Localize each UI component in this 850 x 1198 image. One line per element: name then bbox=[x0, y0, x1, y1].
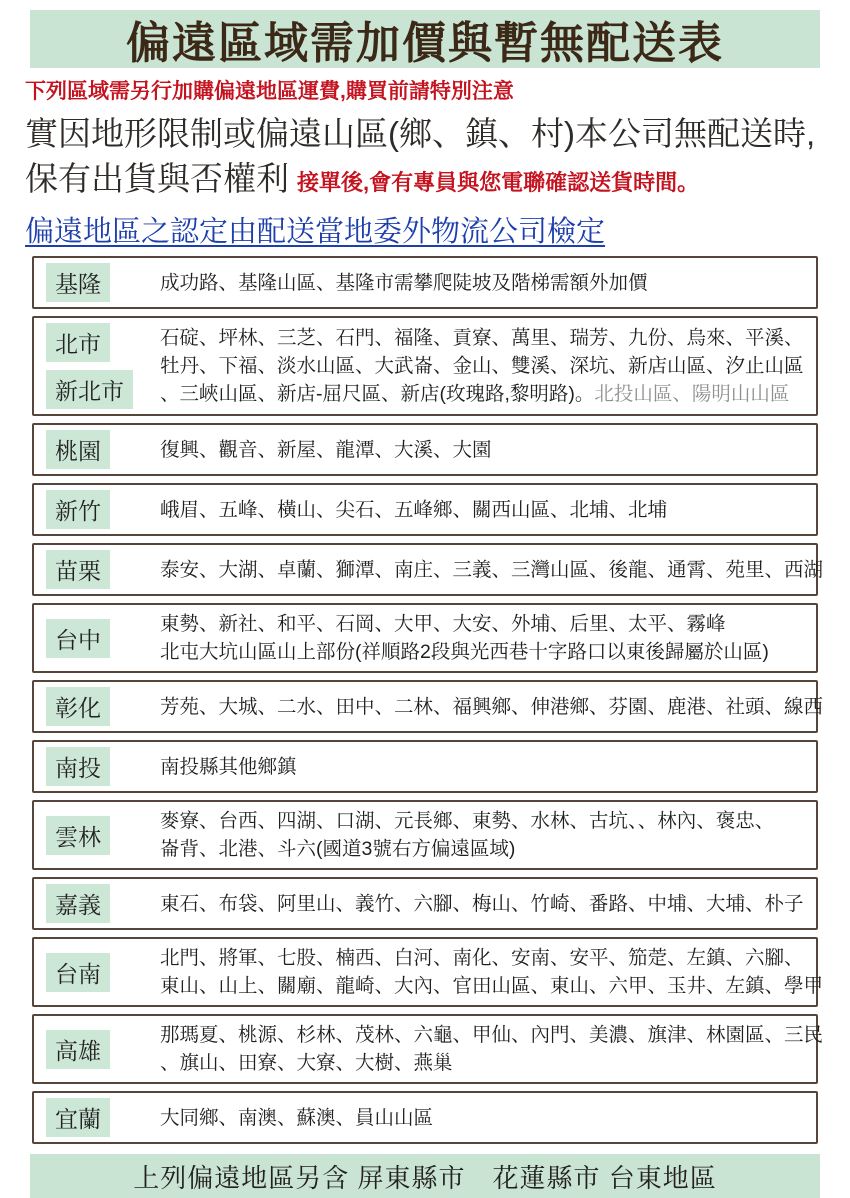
region-areas-line bbox=[160, 1021, 823, 1049]
region-table bbox=[32, 256, 824, 1144]
region-areas-text: 牡丹、下福、淡水山區、大武崙、金山、雙溪、深坑、新店山區、汐止山區 bbox=[160, 355, 804, 377]
region-label: 苗栗 bbox=[46, 550, 110, 589]
region-areas-text: 麥寮、台西、四湖、口湖、元長鄉、東勢、水林、古坑、、林內、褒忠、 bbox=[160, 810, 775, 832]
region-label: 基隆 bbox=[46, 263, 110, 302]
region-areas-text: 泰安、大湖、卓蘭、獅潭、南庄、三義、三灣山區、後龍、通霄、苑里、西湖 bbox=[160, 558, 824, 581]
region-row bbox=[32, 483, 818, 536]
region-label-group bbox=[46, 490, 146, 529]
region-areas-line bbox=[160, 972, 823, 1000]
region-row bbox=[32, 800, 818, 870]
region-areas bbox=[160, 556, 823, 584]
footer-banner bbox=[30, 1154, 820, 1198]
region-row bbox=[32, 877, 818, 930]
region-areas-line bbox=[160, 556, 823, 584]
policy-line-2 bbox=[25, 156, 850, 205]
region-label: 雲林 bbox=[46, 816, 110, 855]
policy-red-note: 接單後,會有專員與您電聯確認送貨時間。 bbox=[297, 170, 700, 195]
shipping-surcharge-notice-page bbox=[0, 10, 850, 1193]
region-label-group bbox=[46, 816, 146, 855]
region-areas bbox=[160, 693, 823, 721]
policy-line-1: 實因地形限制或偏遠山區(鄉、鎮、村)本公司無配送時, bbox=[25, 115, 816, 152]
region-areas-line bbox=[160, 835, 810, 863]
region-areas-text: 東石、布袋、阿里山、義竹、六腳、梅山、竹崎、番路、中埔、大埔、朴子 bbox=[160, 892, 804, 915]
region-areas-line bbox=[160, 352, 810, 380]
region-areas-text: 崙背、北港、斗六(國道3號右方偏遠區域) bbox=[160, 838, 516, 860]
region-row bbox=[32, 680, 824, 733]
region-areas-line bbox=[160, 753, 810, 781]
region-areas-muted-text: 北投山區、陽明山山區 bbox=[594, 383, 790, 405]
region-label-group bbox=[46, 323, 146, 409]
region-areas bbox=[160, 324, 810, 408]
region-label-group bbox=[46, 550, 146, 589]
region-areas bbox=[160, 807, 810, 863]
region-row bbox=[32, 740, 818, 793]
region-areas-text: 東勢、新社、和平、石岡、大甲、大安、外埔、后里、太平、霧峰 bbox=[160, 613, 726, 635]
region-label: 新竹 bbox=[46, 490, 110, 529]
region-areas bbox=[160, 269, 810, 297]
region-areas bbox=[160, 1104, 810, 1132]
policy-line-2-text: 保有出貨與否權利 bbox=[25, 160, 289, 197]
region-areas-line bbox=[160, 807, 810, 835]
region-areas bbox=[160, 1021, 823, 1077]
region-row bbox=[32, 937, 824, 1007]
region-areas bbox=[160, 890, 810, 918]
region-areas-text: 北屯大坑山區山上部份(祥順路2段與光西巷十字路口以東後歸屬於山區) bbox=[160, 641, 769, 663]
region-label: 嘉義 bbox=[46, 884, 110, 923]
region-areas-line bbox=[160, 638, 810, 666]
footer-text: 上列偏遠地區另含 屏東縣市 花蓮縣市 台東地區 bbox=[133, 1162, 717, 1193]
region-areas-text: 峨眉、五峰、橫山、尖石、五峰鄉、關西山區、北埔、北埔 bbox=[160, 498, 668, 521]
policy-statement bbox=[25, 111, 850, 205]
region-label-group bbox=[46, 884, 146, 923]
region-areas-text: 石碇、坪林、三芝、石門、福隆、貢寮、萬里、瑞芳、九份、烏來、平溪、 bbox=[160, 327, 804, 349]
region-areas-text: 南投縣其他鄉鎮 bbox=[160, 755, 297, 778]
region-label: 宜蘭 bbox=[46, 1098, 110, 1137]
region-areas-text: 芳苑、大城、二水、田中、二林、福興鄉、伸港鄉、芬園、鹿港、社頭、線西 bbox=[160, 695, 824, 718]
region-areas-line bbox=[160, 496, 810, 524]
region-label-group bbox=[46, 430, 146, 469]
region-label-group bbox=[46, 619, 146, 658]
region-label: 高雄 bbox=[46, 1030, 110, 1069]
region-areas-line bbox=[160, 324, 810, 352]
region-label-group bbox=[46, 263, 146, 302]
region-areas-line bbox=[160, 610, 810, 638]
top-warning-text: 下列區域需另行加購偏遠地區運費,購買前請特別注意 bbox=[25, 80, 514, 103]
region-areas-line bbox=[160, 890, 810, 918]
region-areas-line bbox=[160, 1104, 810, 1132]
region-row bbox=[32, 1014, 824, 1084]
region-areas-line bbox=[160, 944, 823, 972]
page-title: 偏遠區域需加價與暫無配送表 bbox=[126, 19, 724, 68]
region-row bbox=[32, 1091, 818, 1144]
region-areas-line bbox=[160, 269, 810, 297]
region-areas-line bbox=[160, 380, 810, 408]
region-label-group bbox=[46, 953, 146, 992]
region-label: 台南 bbox=[46, 953, 110, 992]
region-areas bbox=[160, 496, 810, 524]
region-row bbox=[32, 423, 818, 476]
region-label: 桃園 bbox=[46, 430, 110, 469]
region-label: 彰化 bbox=[46, 687, 110, 726]
region-areas-text: 、三峽山區、新店-屈尺區、新店(玫瑰路,黎明路)。 bbox=[160, 383, 595, 405]
region-areas-text: 東山、山上、關廟、龍崎、大內、官田山區、東山、六甲、玉井、左鎮、學甲 bbox=[160, 975, 824, 997]
region-row bbox=[32, 256, 818, 309]
region-label: 新北市 bbox=[46, 370, 133, 409]
region-areas-line bbox=[160, 1049, 823, 1077]
region-label-group bbox=[46, 1098, 146, 1137]
region-areas-text: 復興、觀音、新屋、龍潭、大溪、大園 bbox=[160, 438, 492, 461]
region-row bbox=[32, 543, 824, 596]
region-areas-line bbox=[160, 693, 823, 721]
region-label-group bbox=[46, 1030, 146, 1069]
title-banner bbox=[30, 10, 820, 68]
region-label: 北市 bbox=[46, 323, 110, 362]
region-areas bbox=[160, 944, 823, 1000]
region-label-group bbox=[46, 747, 146, 786]
region-areas bbox=[160, 753, 810, 781]
region-areas-text: 成功路、基隆山區、基隆市需攀爬陡坡及階梯需額外加價 bbox=[160, 271, 648, 294]
region-row bbox=[32, 603, 818, 673]
region-areas bbox=[160, 610, 810, 666]
region-label: 台中 bbox=[46, 619, 110, 658]
region-areas-line bbox=[160, 436, 810, 464]
region-label-group bbox=[46, 687, 146, 726]
region-areas-text: 、旗山、田寮、大寮、大樹、燕巢 bbox=[160, 1052, 453, 1074]
region-areas-text: 大同鄉、南澳、蘇澳、員山山區 bbox=[160, 1106, 434, 1129]
region-row bbox=[32, 316, 818, 416]
region-areas-text: 那瑪夏、桃源、杉林、茂林、六龜、甲仙、內門、美濃、旗津、林園區、三民 bbox=[160, 1024, 824, 1046]
blue-subheading: 偏遠地區之認定由配送當地委外物流公司檢定 bbox=[25, 216, 606, 248]
region-areas-text: 北門、將軍、七股、楠西、白河、南化、安南、安平、笳萣、左鎮、六腳、 bbox=[160, 947, 804, 969]
region-label: 南投 bbox=[46, 747, 110, 786]
blue-subheading-wrap bbox=[0, 205, 850, 256]
region-areas bbox=[160, 436, 810, 464]
